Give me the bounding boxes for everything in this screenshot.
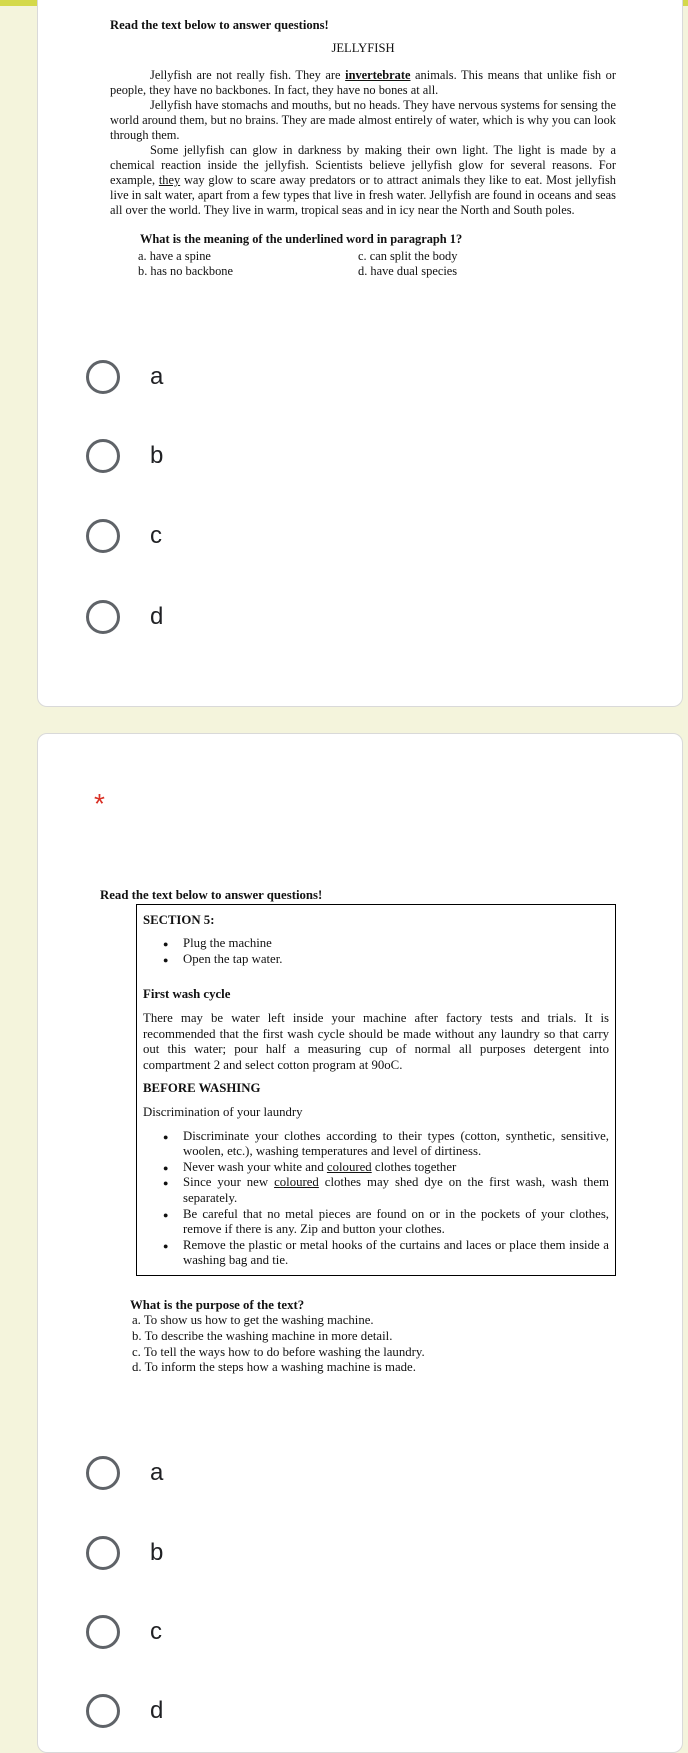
list-item: [183, 1160, 609, 1176]
first-wash-text: There may be water left inside your machine after factory tests and trials. It is recommended that the first wash cycle should be made without any laundry so that carry out this water; pour half a measuring cup of normal all purposes detergent into compartment 2 and select cotton program at 90oC.: [143, 1010, 609, 1072]
p3-text-c: way glow to scare away predators or to attract animals they like to eat. Most jellyfish live in salt water, apart from a few types that live in fresh water. Jellyfish are found in oceans and seas all over the world. They live in warm, tropical seas and in icy near the North and South poles.: [110, 173, 616, 217]
list-item: ● Be careful that no metal pieces are found on or in the pockets of your clothes, remove if there is any. Zip and button your clothes.: [183, 1207, 609, 1238]
required-asterisk: *: [94, 788, 105, 819]
q2-choice-b[interactable]: [86, 1536, 163, 1570]
underlined-word: invertebrate: [345, 68, 411, 82]
passage-question-block: [130, 1298, 620, 1376]
radio-button[interactable]: [86, 1694, 120, 1728]
passage-title: JELLYFISH: [331, 41, 395, 55]
p3-text-a: Some jellyfish can glow in darkness by making their own light. The light is made by a chemical reaction inside the jellyfish. Scientists believe jellyfish glow for several reasons. For example,: [110, 143, 616, 187]
q1-choice-b[interactable]: [86, 439, 163, 473]
choice-label: c: [150, 522, 162, 549]
list-item: ● Discriminate your clothes according to their types (cotton, synthetic, sensitive, woolen, etc.), washing temperatures and level of dirtiness.: [183, 1129, 609, 1160]
passage-instruction: Read the text below to answer questions!: [110, 18, 329, 32]
radio-button[interactable]: [86, 1615, 120, 1649]
choice-label: b: [150, 442, 164, 469]
q1-choice-d[interactable]: [86, 600, 163, 634]
radio-button[interactable]: [86, 1536, 120, 1570]
list-item: ● Plug the machine: [183, 936, 609, 952]
passage-question: What is the meaning of the underlined word in paragraph 1?: [140, 232, 463, 246]
passage-option: c. To tell the ways how to do before washing the laundry.: [132, 1344, 425, 1359]
radio-button[interactable]: [86, 1456, 120, 1490]
tip3-b: coloured: [274, 1175, 319, 1190]
choice-label: c: [150, 1618, 162, 1645]
list-item: ● Open the tap water.: [183, 952, 609, 968]
tip3-a: Since your new: [183, 1175, 275, 1190]
tip2-c: clothes together: [371, 1159, 457, 1174]
passage-paragraph-1: [110, 68, 616, 98]
passage-option-d: d. have dual species: [358, 264, 458, 278]
passage-option-c: c. can split the body: [358, 249, 458, 263]
choice-label: a: [150, 1459, 164, 1486]
radio-button[interactable]: [86, 600, 120, 634]
choice-label: a: [150, 363, 164, 390]
section-title: SECTION 5:: [143, 912, 215, 927]
radio-button[interactable]: [86, 439, 120, 473]
passage-option: b. To describe the washing machine in more detail.: [132, 1329, 393, 1344]
q2-choice-a[interactable]: [86, 1456, 163, 1490]
passage-options: [138, 249, 616, 279]
list-item: [183, 1175, 609, 1206]
passage-option-a: a. have a spine: [138, 249, 211, 263]
passage-instruction: Read the text below to answer questions!: [100, 888, 323, 902]
discrimination-heading: Discrimination of your laundry: [143, 1104, 303, 1119]
choice-label: d: [150, 603, 164, 630]
tip3-c: clothes may shed dye on the first wash, wash them separately.: [183, 1175, 609, 1205]
tips-list: [143, 1129, 609, 1269]
q1-choice-a[interactable]: [86, 360, 163, 394]
p1-text-c: animals. This means that unlike fish or people, they have no backbones. In fact, they have no bones at all.: [110, 68, 616, 97]
list-item: ● Remove the plastic or metal hooks of the curtains and laces or place them inside a washing bag and tie.: [183, 1238, 609, 1269]
jellyfish-passage-image: [110, 18, 616, 279]
p3-underlined-they: they: [158, 173, 181, 187]
choice-label: d: [150, 1697, 164, 1724]
passage-option: a. To show us how to get the washing machine.: [132, 1313, 374, 1328]
washing-passage-image: [100, 888, 620, 1376]
passage-paragraph-3: [110, 143, 616, 218]
passage-box: [136, 904, 616, 1276]
steps-list: [143, 936, 609, 967]
choice-label: b: [150, 1539, 164, 1566]
q2-choice-c[interactable]: [86, 1615, 162, 1649]
first-wash-heading: First wash cycle: [143, 987, 231, 1002]
tip2-a: Never wash your white and: [183, 1159, 327, 1174]
passage-question: What is the purpose of the text?: [130, 1297, 305, 1312]
passage-paragraph-2: Jellyfish have stomachs and mouths, but no heads. They have nervous systems for sensing the world around them, but no brains. They are made almost entirely of water, which is why you can look through them.: [110, 98, 616, 142]
before-washing-heading: BEFORE WASHING: [143, 1081, 261, 1096]
q2-choice-d[interactable]: [86, 1694, 163, 1728]
passage-option-b: b. has no backbone: [138, 264, 233, 278]
tip2-b: coloured: [326, 1159, 372, 1174]
radio-button[interactable]: [86, 360, 120, 394]
radio-button[interactable]: [86, 519, 120, 553]
q1-choice-c[interactable]: [86, 519, 162, 553]
passage-option: d. To inform the steps how a washing machine is made.: [132, 1360, 416, 1375]
p1-text-a: Jellyfish are not really fish. They are: [150, 68, 346, 82]
